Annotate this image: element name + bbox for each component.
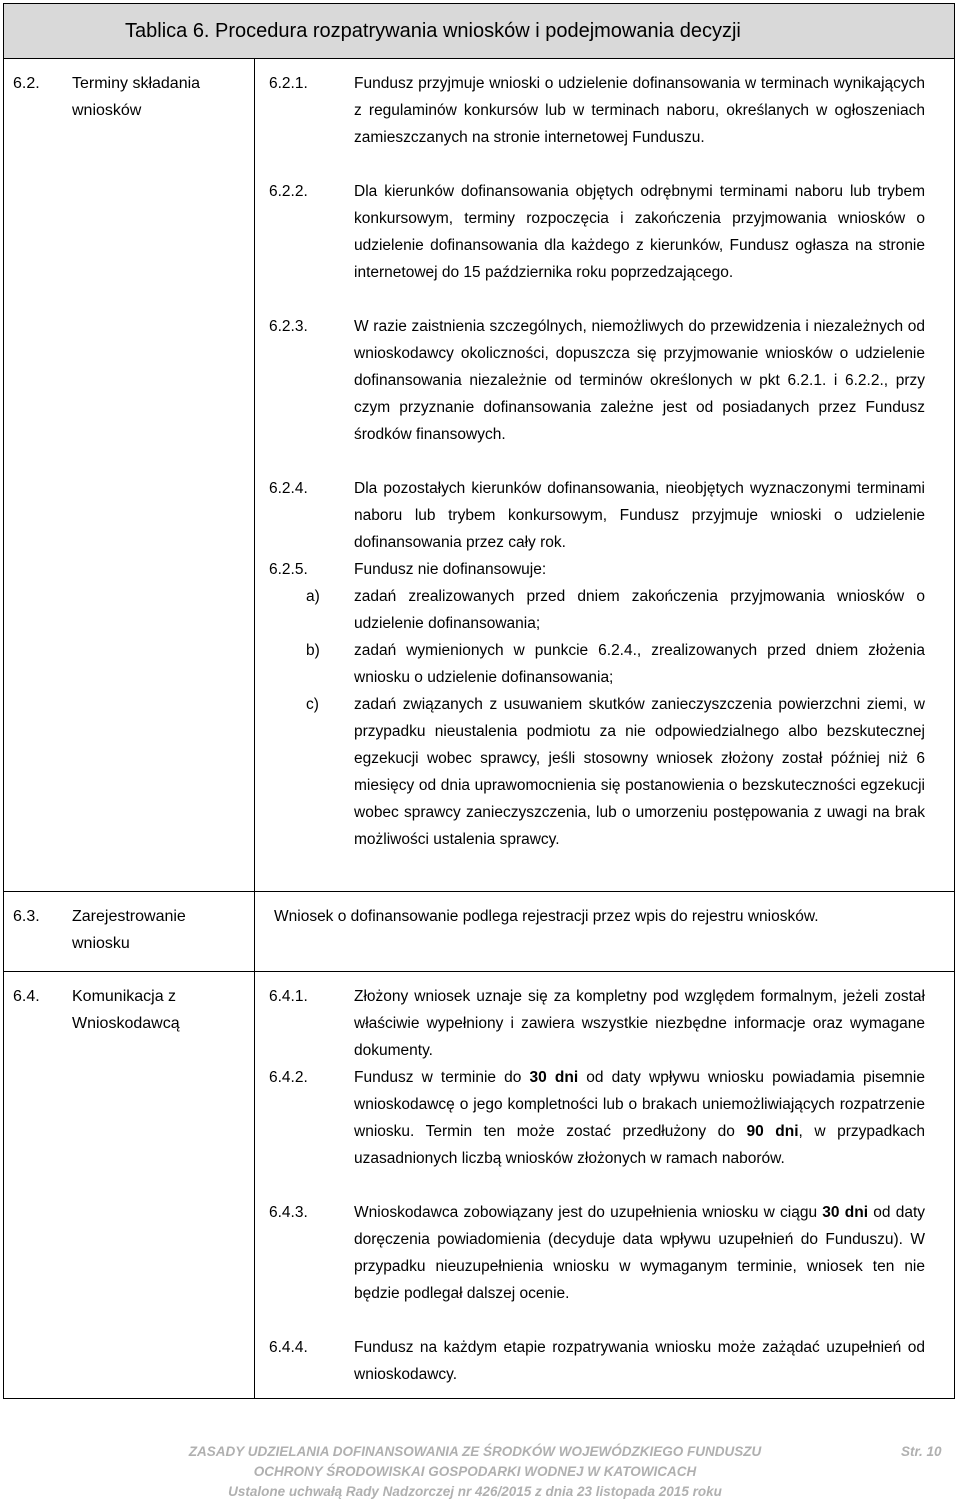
sub-item xyxy=(269,637,925,691)
item-number: 6.2.5. xyxy=(269,561,308,578)
item-number: 6.4.2. xyxy=(269,1069,308,1086)
section-title: Zarejestrowanie wniosku xyxy=(72,908,186,952)
item-text: Dla pozostałych kierunków dofinansowania, nieobjętych wyznaczonymi terminami naboru lub trybem konkursowym, Fundusz przyjmuje wnioski o udzielenie dofinansowania przez cały rok. xyxy=(354,480,925,551)
item-text: Fundusz przyjmuje wnioski o udzielenie dofinansowania w terminach wynikających z regulaminów konkursów lub w terminach naboru, określanych w ogłoszeniach zamieszczanych na stronie internetowej Funduszu. xyxy=(354,75,925,146)
item-number: 6.4.4. xyxy=(269,1339,308,1356)
item-text: Złożony wniosek uznaje się za kompletny pod względem formalnym, jeżeli został właściwie wypełniony i zawiera wszystkie niezbędne informacje oraz wymagane dokumenty. xyxy=(354,988,925,1059)
table-title: Tablica 6. Procedura rozpatrywania wniosków i podejmowania decyzji xyxy=(125,20,741,42)
list-item xyxy=(269,313,925,448)
list-item xyxy=(269,1334,925,1388)
item-number: 6.2.3. xyxy=(269,318,308,335)
item-number: 6.4.1. xyxy=(269,988,308,1005)
item-number: 6.2.2. xyxy=(269,183,308,200)
item-text: Fundusz nie dofinansowuje: xyxy=(354,561,547,578)
section-title: Komunikacja z Wnioskodawcą xyxy=(72,988,180,1032)
footer-line-2: OCHRONY ŚRODOWISKAI GOSPODARKI WODNEJ W KATOWICACH xyxy=(253,1464,697,1479)
page-number: Str. 10 xyxy=(901,1444,942,1459)
section-number: 6.2. xyxy=(13,75,40,92)
item-text: Dla kierunków dofinansowania objętych odrębnymi terminami naboru lub trybem konkursowym, terminy rozpoczęcia i zakończenia przyjmowania wniosków o udzielenie dofinansowania dla każdego z kierunków, Fundusz ogłasza na stronie internetowej do 15 października roku poprzedzającego. xyxy=(354,183,925,281)
item-text: Wnioskodawca zobowiązany jest do uzupełnienia wniosku w ciągu 30 dni od daty doręczenia powiadomienia (decyduje data wpływu uzupełnień do Funduszu). W przypadku nieuzupełnienia wniosku w wymaganym terminie, wniosek ten nie będzie podlegał dalszej ocenie. xyxy=(354,1204,926,1302)
footer-line-1: ZASADY UDZIELANIA DOFINANSOWANIA ZE ŚRODKÓW WOJEWÓDZKIEGO FUNDUSZU xyxy=(188,1444,762,1459)
item-number: 6.2.4. xyxy=(269,480,308,497)
footer-line-3: Ustalone uchwałą Rady Nadzorczej nr 426/2015 z dnia 23 listopada 2015 roku xyxy=(228,1484,722,1499)
table-header xyxy=(4,4,954,59)
sub-item-text: zadań związanych z usuwaniem skutków zanieczyszczenia powierzchni ziemi, w przypadku nieustalenia podmiotu za nie odpowiedzialnego albo bezskutecznej egzekucji wobec sprawcy, jeśli stosowny wniosek złożony został później niż 6 miesięcy od dnia uprawomocnienia się postanowienia o bezskuteczności egzekucji wobec sprawcy zanieczyszczenia, lub o umorzeniu postępowania z uwagi na brak możliwości ustalenia sprawcy. xyxy=(354,696,925,848)
item-number: 6.4.3. xyxy=(269,1204,308,1221)
sub-item-letter: a) xyxy=(306,588,320,605)
section-title: Terminy składania wniosków xyxy=(72,75,201,119)
section-text: Wniosek o dofinansowanie podlega rejestracji przez wpis do rejestru wniosków. xyxy=(274,908,819,925)
row-divider xyxy=(4,971,954,972)
row-divider xyxy=(4,891,954,892)
list-item xyxy=(269,178,925,286)
list-item xyxy=(269,983,925,1064)
sub-item xyxy=(269,691,925,853)
section-number: 6.4. xyxy=(13,988,40,1005)
column-divider xyxy=(254,59,255,1398)
item-number: 6.2.1. xyxy=(269,75,308,92)
sub-item-letter: b) xyxy=(306,642,320,659)
list-item xyxy=(269,70,925,151)
item-text: Fundusz w terminie do 30 dni od daty wpływu wniosku powiadamia pisemnie wnioskodawcę o jego kompletności lub o brakach uniemożliwiających rozpatrzenie wniosku. Termin ten może zostać przedłużony do 90 dni, w przypadkach uzasadnionych liczbą wniosków złożonych w ramach naborów. xyxy=(354,1069,926,1167)
sub-item xyxy=(269,583,925,637)
procedure-table xyxy=(3,3,955,1399)
list-item xyxy=(269,556,925,583)
list-item xyxy=(269,1199,925,1307)
list-item xyxy=(269,1064,925,1172)
item-text: Fundusz na każdym etapie rozpatrywania wniosku może zażądać uzupełnień od wnioskodawcy. xyxy=(354,1339,925,1383)
list-item xyxy=(269,475,925,556)
sub-item-text: zadań wymienionych w punkcie 6.2.4., zrealizowanych przed dniem złożenia wniosku o udzielenie dofinansowania; xyxy=(354,642,925,686)
sub-item-letter: c) xyxy=(306,696,319,713)
item-text: W razie zaistnienia szczególnych, niemożliwych do przewidzenia i niezależnych od wnioskodawcy okoliczności, dopuszcza się przyjmowanie wniosków o udzielenie dofinansowania niezależnie od terminów określonych w pkt 6.2.1. i 6.2.2., przy czym przyznanie dofinansowania zależne jest od posiadanych przez Fundusz środków finansowych. xyxy=(354,318,925,443)
section-number: 6.3. xyxy=(13,908,40,925)
sub-item-text: zadań zrealizowanych przed dniem zakończenia przyjmowania wniosków o udzielenie dofinansowania; xyxy=(354,588,925,632)
